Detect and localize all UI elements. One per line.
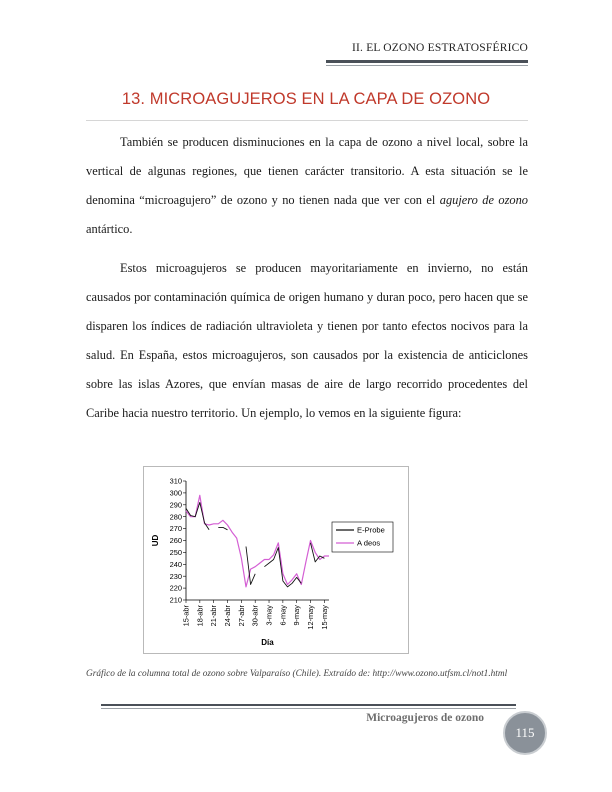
y-tick-label: 250 [169,548,182,557]
x-tick-label: 9-may [292,605,302,626]
figure-caption: Gráfico de la columna total de ozono sobre Valparaíso (Chile). Extraído de: http://www.ozono.utfsm.cl/not1.html [86,669,508,679]
x-axis-title: Día [261,638,274,647]
paragraph-2 [86,254,528,428]
y-tick-label: 290 [169,500,182,510]
x-tick-label: 27-abr [236,605,246,627]
paragraph-1 [86,128,528,244]
paragraph-1-end: antártico. [86,222,133,236]
legend-label: A deos [357,538,381,548]
running-footer: Microagujeros de ozono [366,712,484,724]
y-tick-label: 280 [169,512,182,522]
x-tick-label: 24-abr [223,605,233,627]
x-tick-label: 18-abr [195,605,205,627]
y-tick-label: 270 [169,524,182,534]
page-number: 115 [515,725,535,740]
title-divider [86,120,528,121]
header-rule-thin [326,65,528,66]
y-tick-label: 210 [169,595,182,605]
section-title: 13. MICROAGUJEROS EN LA CAPA DE OZONO [121,90,491,108]
paragraph-2-text: Estos microagujeros se producen mayoritariamente en invierno, no están causados por contaminación química de origen humano y duran poco, pero hacen que se disparen los índices de radiación ultravioleta y tienen por tanto efectos nocivos para la salud. En España, estos microagujeros, son causados por la existencia de anticiclones sobre las islas Azores, que envían masas de aire de largo recorrido procedentes del Caribe hacia nuestro territorio. Un ejemplo, lo vemos en la siguiente figura: [86,261,528,420]
x-tick-label: 12-may [306,605,316,630]
running-header: II. EL OZONO ESTRATOSFÉRICO [352,42,528,54]
x-tick-label: 21-abr [209,605,219,627]
y-tick-label: 300 [169,488,182,498]
series-line-e-probe [218,527,227,529]
x-tick-label: 6-may [278,605,288,626]
ozone-chart-figure [143,466,409,654]
page-number-badge [503,711,547,755]
x-tick-label: 3-may [264,605,274,626]
y-tick-label: 230 [169,571,182,581]
legend-label: E-Probe [357,525,385,535]
footer-rule-thin [101,708,516,709]
y-tick-label: 310 [169,476,182,486]
series-line-e-probe [264,548,301,587]
y-axis-title: UD [151,534,160,547]
y-tick-label: 240 [169,559,182,569]
ozone-line-chart [144,467,408,653]
x-tick-label: 30-abr [250,605,260,627]
series-line-e-probe [246,547,255,585]
paragraph-1-text: También se producen disminuciones en la capa de ozono a nivel local, sobre la vertical de algunas regiones, que tienen carácter transitorio. A esta situación se le denomina “microagujero” de ozono y no tienen nada que ver con el [86,135,528,207]
footer-rule [101,704,516,706]
y-tick-label: 220 [169,583,182,593]
paragraph-1-emphasis: agujero de ozono [439,193,528,207]
header-rule [326,60,528,63]
x-tick-label: 15-abr [181,605,191,627]
series-line-a-deos [186,495,329,587]
y-tick-label: 260 [169,536,182,546]
x-tick-label: 15-may [319,605,329,630]
